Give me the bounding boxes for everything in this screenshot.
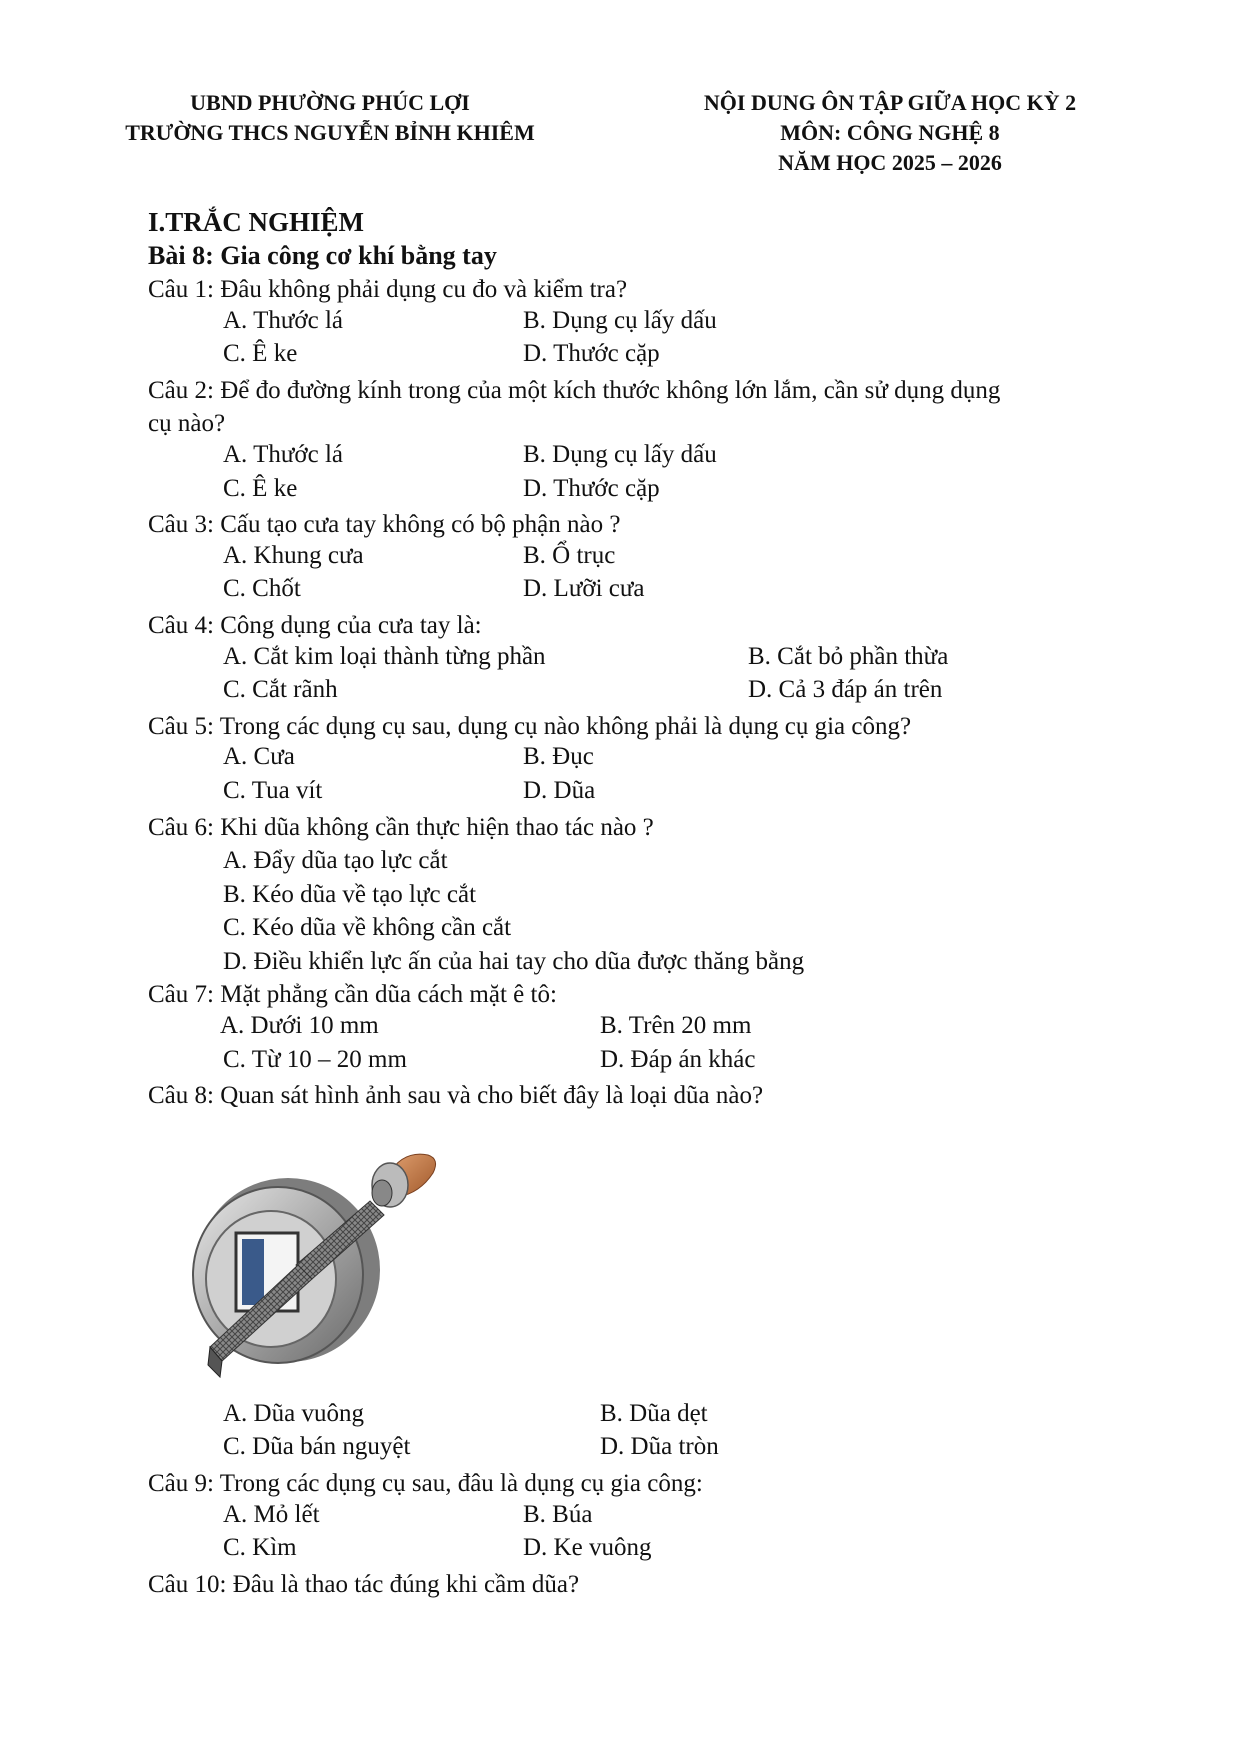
option-c: C. Chốt [223, 575, 301, 603]
options-row [148, 676, 1148, 710]
option-c: C. Kéo dũa về không cần cắt [223, 914, 512, 942]
option-d: D. Cả 3 đáp án trên [748, 676, 943, 704]
option-c: C. Ê ke [223, 474, 298, 502]
question-1: Câu 1: Đâu không phải dụng cu đo và kiểm tra? [148, 276, 628, 303]
options-row [148, 575, 1148, 609]
option-c: C. Tua vít [223, 776, 323, 804]
option-a: A. Dưới 10 mm [220, 1012, 379, 1040]
options-row [148, 1534, 1148, 1568]
option-d: D. Lưỡi cưa [523, 575, 645, 603]
option-a: A. Thước lá [223, 306, 344, 334]
question-3: Câu 3: Cấu tạo cưa tay không có bộ phận nào ? [148, 511, 621, 539]
question-4: Câu 4: Công dụng của cưa tay là: [148, 611, 482, 639]
option-b: B. Ổ trục [523, 541, 616, 569]
options-row [148, 1012, 1148, 1046]
options-row [148, 307, 1148, 341]
options-row [148, 1433, 1148, 1467]
options-row [148, 643, 1148, 677]
options-row [148, 1400, 1148, 1434]
option-b: B. Dũa dẹt [600, 1399, 708, 1427]
option-c: C. Từ 10 – 20 mm [223, 1045, 407, 1073]
header-right [660, 88, 1120, 178]
option-c: C. Kìm [223, 1534, 297, 1562]
option-b: B. Dụng cụ lấy dấu [523, 306, 717, 334]
question-10: Câu 10: Đâu là thao tác đúng khi cầm dũa? [148, 1570, 580, 1598]
option-d: D. Đáp án khác [600, 1045, 756, 1073]
options-row [148, 1501, 1148, 1535]
question-6: Câu 6: Khi dũa không cần thực hiện thao tác nào ? [148, 813, 654, 841]
subject: MÔN: CÔNG NGHỆ 8 [780, 120, 1000, 145]
exam-content [148, 205, 1148, 1601]
option-d: D. Ke vuông [523, 1534, 652, 1562]
option-a: A. Khung cưa [223, 541, 364, 569]
school-name: TRƯỜNG THCS NGUYỄN BỈNH KHIÊM [125, 120, 535, 145]
district-name: UBND PHƯỜNG PHÚC LỢI [190, 90, 470, 115]
option-d: D. Dũa tròn [600, 1433, 719, 1461]
question-7: Câu 7: Mặt phẳng cần dũa cách mặt ê tô: [148, 981, 557, 1009]
options-row [148, 743, 1148, 777]
options-row [148, 1046, 1148, 1080]
option-a: A. Thước lá [223, 440, 344, 468]
lesson-title: Bài 8: Gia công cơ khí bằng tay [148, 241, 497, 270]
option-b: B. Đục [523, 743, 594, 771]
option-a: A. Dũa vuông [223, 1399, 364, 1427]
option-a: A. Đẩy dũa tạo lực cắt [223, 847, 448, 875]
question-8: Câu 8: Quan sát hình ảnh sau và cho biết đây là loại dũa nào? [148, 1082, 764, 1110]
options-row [148, 777, 1148, 811]
option-a: A. Cưa [223, 743, 295, 771]
option-d: D. Thước cặp [523, 340, 660, 368]
square-file-icon [178, 1115, 478, 1400]
header-left [80, 88, 580, 148]
options-row [148, 340, 1148, 374]
section-title: I.TRẮC NGHIỆM [148, 207, 365, 237]
option-c: C. Cắt rãnh [223, 676, 338, 704]
document-title: NỘI DUNG ÔN TẬP GIỮA HỌC KỲ 2 [703, 90, 1077, 115]
option-b: B. Cắt bỏ phần thừa [748, 642, 949, 670]
options-row [148, 441, 1148, 475]
option-a: A. Mỏ lết [223, 1500, 320, 1528]
option-b: B. Dụng cụ lấy dấu [523, 440, 717, 468]
question-9: Câu 9: Trong các dụng cụ sau, đâu là dụng cụ gia công: [148, 1470, 703, 1498]
option-c: C. Ê ke [223, 340, 298, 368]
option-a: A. Cắt kim loại thành từng phần [223, 642, 546, 670]
school-year: NĂM HỌC 2025 – 2026 [778, 150, 1002, 175]
option-b: B. Búa [523, 1500, 593, 1528]
option-d: D. Thước cặp [523, 474, 660, 502]
option-b: B. Kéo dũa về tạo lực cắt [223, 880, 477, 908]
options-row [148, 475, 1148, 509]
question-2: Câu 2: Để đo đường kính trong của một kích thước không lớn lắm, cần sử dụng dụng [148, 376, 1001, 404]
question-5: Câu 5: Trong các dụng cụ sau, dụng cụ nào không phải là dụng cụ gia công? [148, 712, 912, 740]
question-2-cont: cụ nào? [148, 410, 226, 438]
option-b: B. Trên 20 mm [600, 1012, 752, 1040]
option-c: C. Dũa bán nguyệt [223, 1433, 411, 1461]
file-illustration [178, 1115, 478, 1400]
options-row [148, 542, 1148, 576]
option-d: D. Dũa [523, 776, 596, 804]
option-d: D. Điều khiển lực ấn của hai tay cho dũa được thăng bằng [223, 947, 805, 975]
